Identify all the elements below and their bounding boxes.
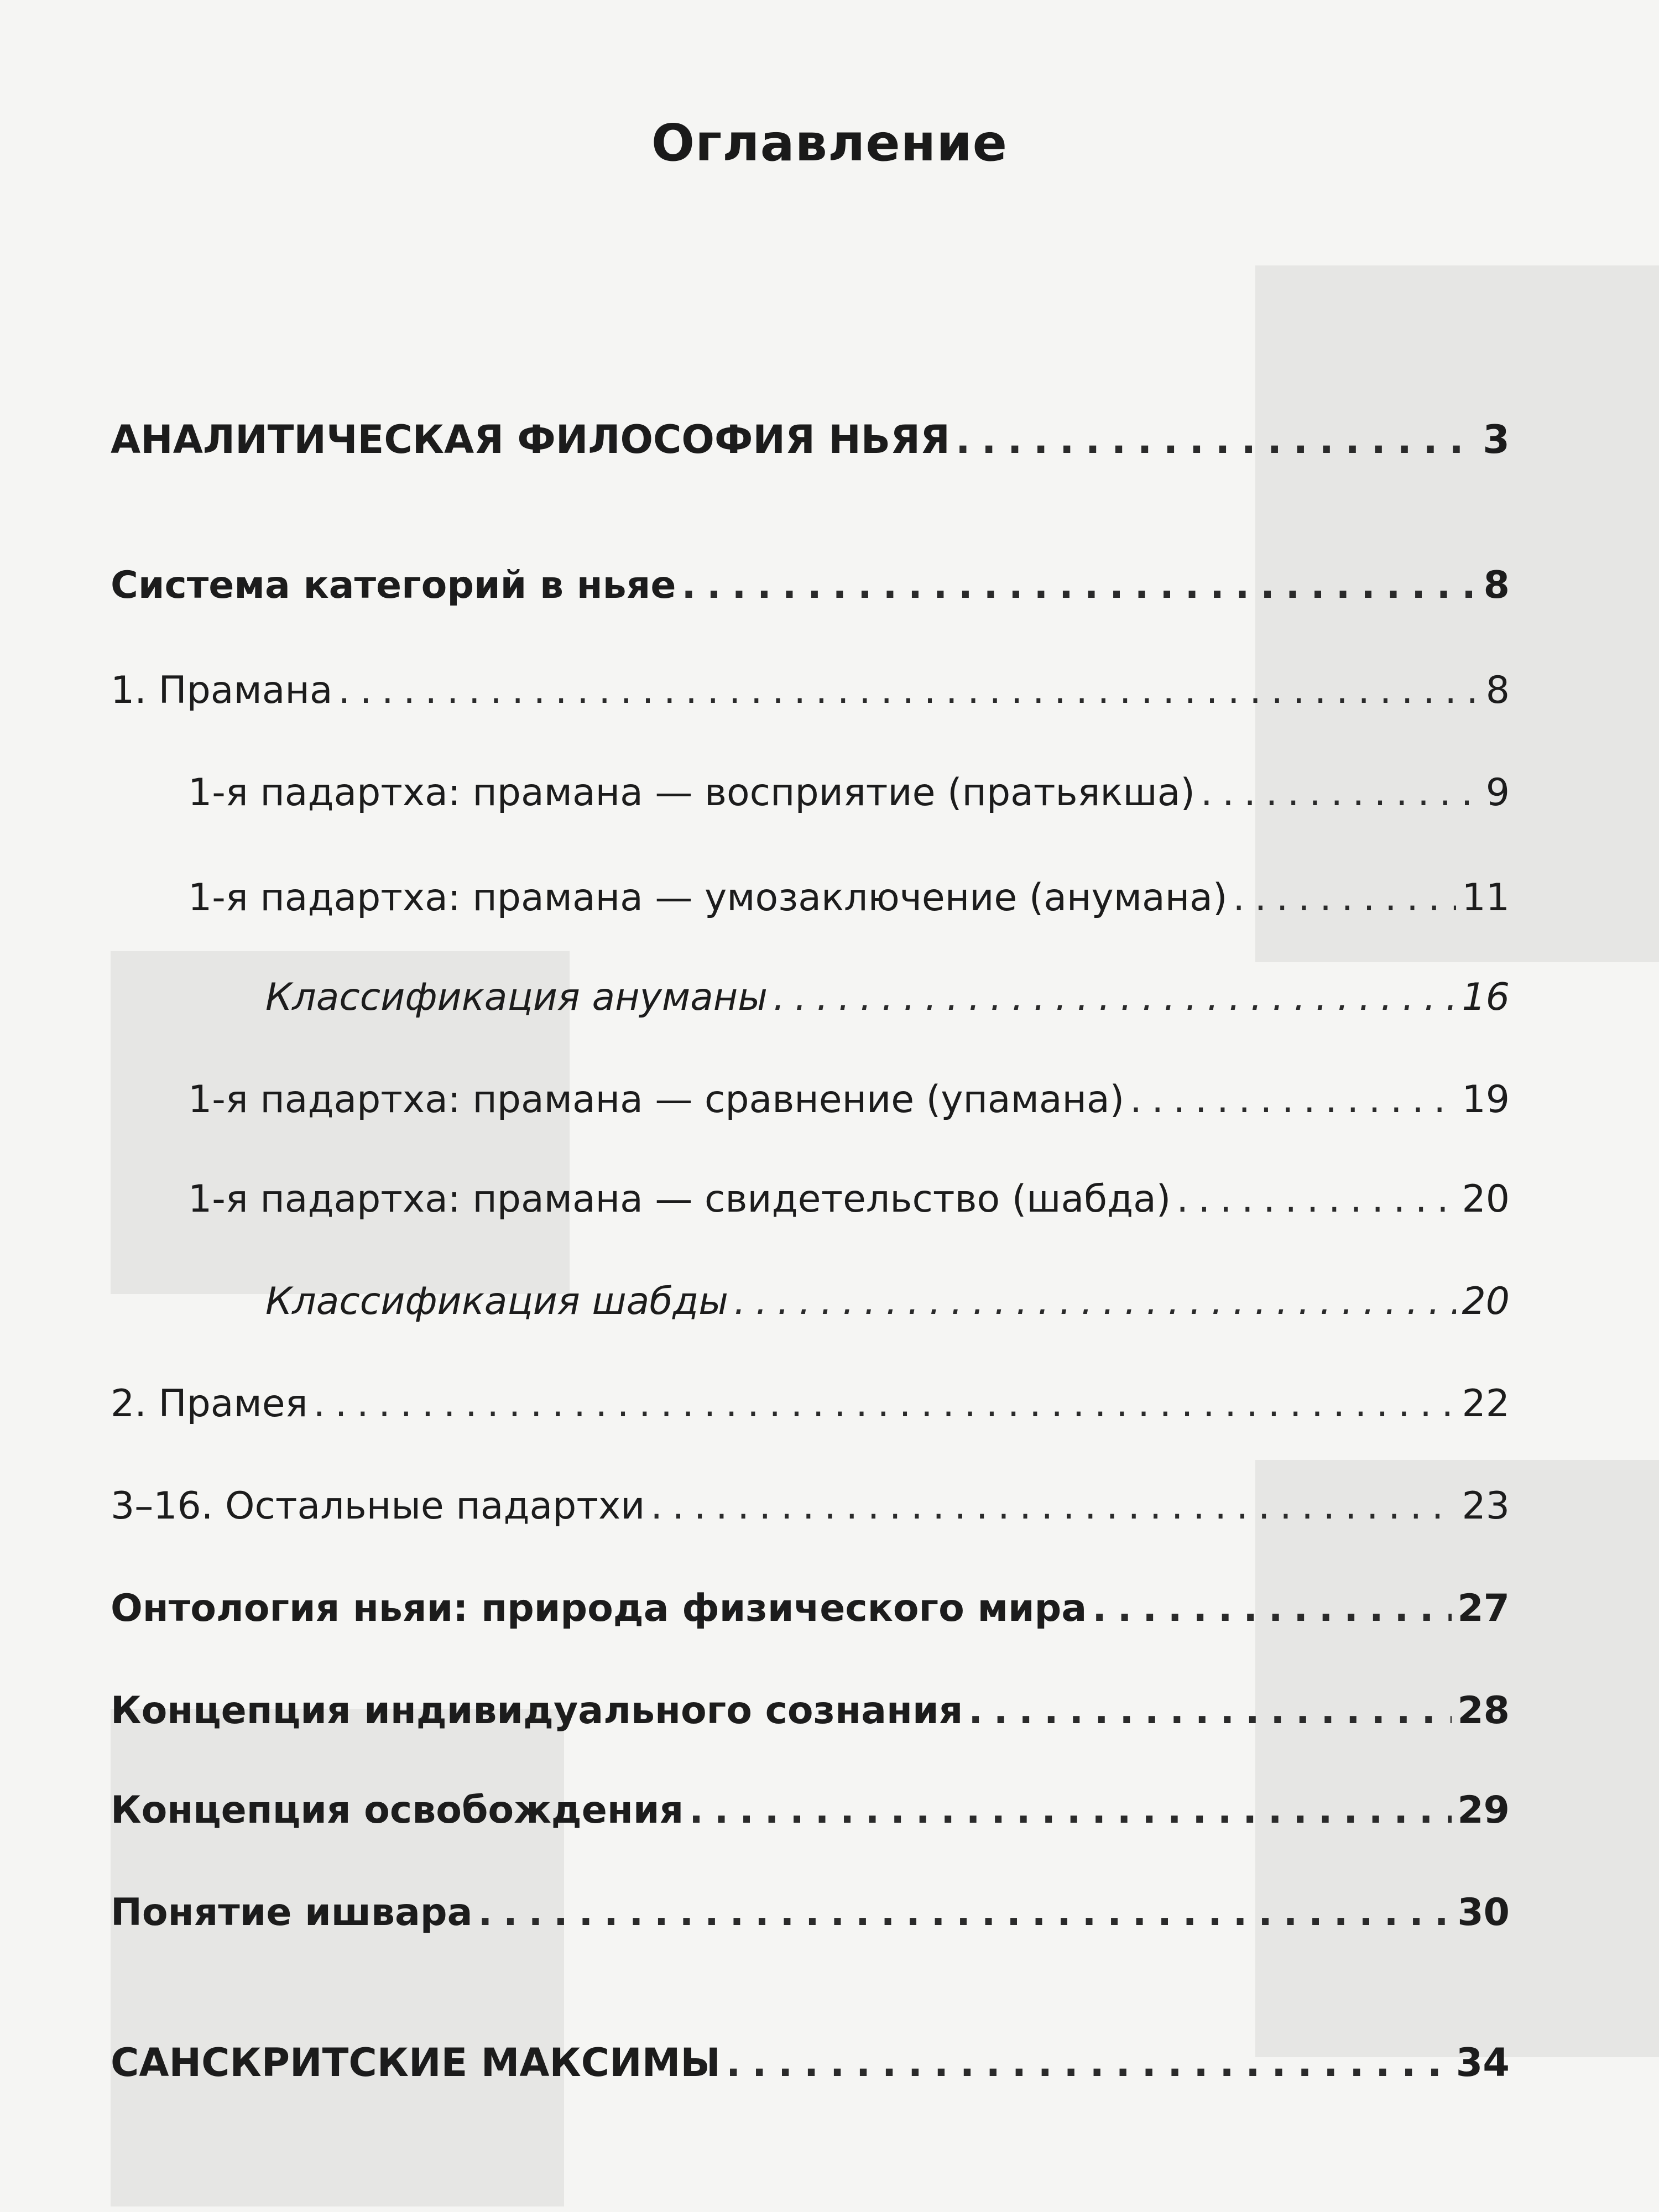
dot-leader: [650, 1488, 1456, 1525]
dot-leader: [681, 567, 1478, 604]
dot-leader: [1201, 774, 1480, 812]
toc-entry: [111, 1484, 1510, 1528]
toc-entry: [265, 1280, 1510, 1323]
toc-entry-page: 8: [1485, 669, 1510, 712]
dot-leader: [773, 979, 1457, 1016]
toc-entry-label: Онтология ньяи: природа физического мира: [111, 1587, 1087, 1630]
bleed-through-block-1: [1255, 265, 1659, 962]
toc-entry: [111, 1891, 1510, 1934]
dot-leader: [968, 1692, 1452, 1730]
toc-entry-page: 19: [1462, 1078, 1510, 1121]
toc-entry: [111, 417, 1510, 462]
toc-entry-page: 20: [1462, 1177, 1510, 1221]
toc-entry: [111, 1587, 1510, 1630]
toc-entry: [188, 771, 1510, 815]
toc-entry-label: Классификация ануманы: [265, 975, 768, 1019]
toc-entry-label: Понятие ишвара: [111, 1891, 473, 1934]
toc-entry-page: 28: [1457, 1689, 1510, 1733]
dot-leader: [1176, 1181, 1456, 1218]
toc-entry-page: 16: [1462, 975, 1510, 1019]
page-title: Оглавление: [651, 113, 1008, 173]
toc-entry-page: 20: [1462, 1280, 1510, 1323]
toc-entry: [188, 1078, 1510, 1121]
toc-entry-page: 23: [1462, 1484, 1510, 1528]
toc-entry: [188, 1177, 1510, 1221]
toc-entry-page: 8: [1483, 564, 1510, 607]
toc-entry-label: 1-я падартха: прамана — сравнение (упамана): [188, 1078, 1125, 1121]
toc-entry-page: 29: [1457, 1788, 1510, 1832]
toc-entry-label: Концепция индивидуального сознания: [111, 1689, 963, 1733]
dot-leader: [478, 1894, 1452, 1932]
toc-entry: [265, 975, 1510, 1019]
bleed-through-block-3: [1255, 1460, 1659, 2057]
toc-entry-label: 1-я падартха: прамана — восприятие (пратьякша): [188, 771, 1195, 815]
toc-entry-page: 11: [1462, 876, 1510, 920]
toc-entry-label: САНСКРИТСКИЕ МАКСИМЫ: [111, 2040, 721, 2085]
toc-entry: [111, 1382, 1510, 1426]
toc-entry: [111, 2040, 1510, 2085]
toc-entry-page: 27: [1457, 1587, 1510, 1630]
dot-leader: [1092, 1590, 1452, 1627]
toc-entry-label: Классификация шабды: [265, 1280, 728, 1323]
toc-entry: [111, 564, 1510, 607]
toc-entry-page: 9: [1485, 771, 1510, 815]
dot-leader: [338, 672, 1480, 709]
toc-entry: [111, 669, 1510, 712]
dot-leader: [1233, 879, 1456, 917]
toc-entry-page: 34: [1455, 2040, 1510, 2085]
toc-entry-label: Концепция освобождения: [111, 1788, 684, 1832]
dot-leader: [689, 1792, 1452, 1829]
toc-entry-label: 2. Прамея: [111, 1382, 308, 1426]
toc-entry-label: АНАЛИТИЧЕСКАЯ ФИЛОСОФИЯ НЬЯЯ: [111, 417, 950, 462]
toc-entry: [111, 1788, 1510, 1832]
toc-entry-label: 3–16. Остальные падартхи: [111, 1484, 645, 1528]
toc-entry-label: 1. Прамана: [111, 669, 333, 712]
toc-entry-label: Система категорий в ньяе: [111, 564, 676, 607]
toc-entry-page: 3: [1483, 417, 1510, 462]
dot-leader: [734, 1283, 1456, 1321]
dot-leader: [1130, 1081, 1456, 1119]
toc-entry-page: 30: [1457, 1891, 1510, 1934]
dot-leader: [956, 420, 1477, 459]
dot-leader: [314, 1385, 1457, 1423]
dot-leader: [726, 2043, 1451, 2082]
toc-entry-label: 1-я падартха: прамана — свидетельство (шабда): [188, 1177, 1171, 1221]
toc-entry-label: 1-я падартха: прамана — умозаключение (анумана): [188, 876, 1228, 920]
toc-entry: [188, 876, 1510, 920]
toc-entry-page: 22: [1462, 1382, 1510, 1426]
toc-entry: [111, 1689, 1510, 1733]
bleed-through-block-4: [111, 1709, 564, 2206]
